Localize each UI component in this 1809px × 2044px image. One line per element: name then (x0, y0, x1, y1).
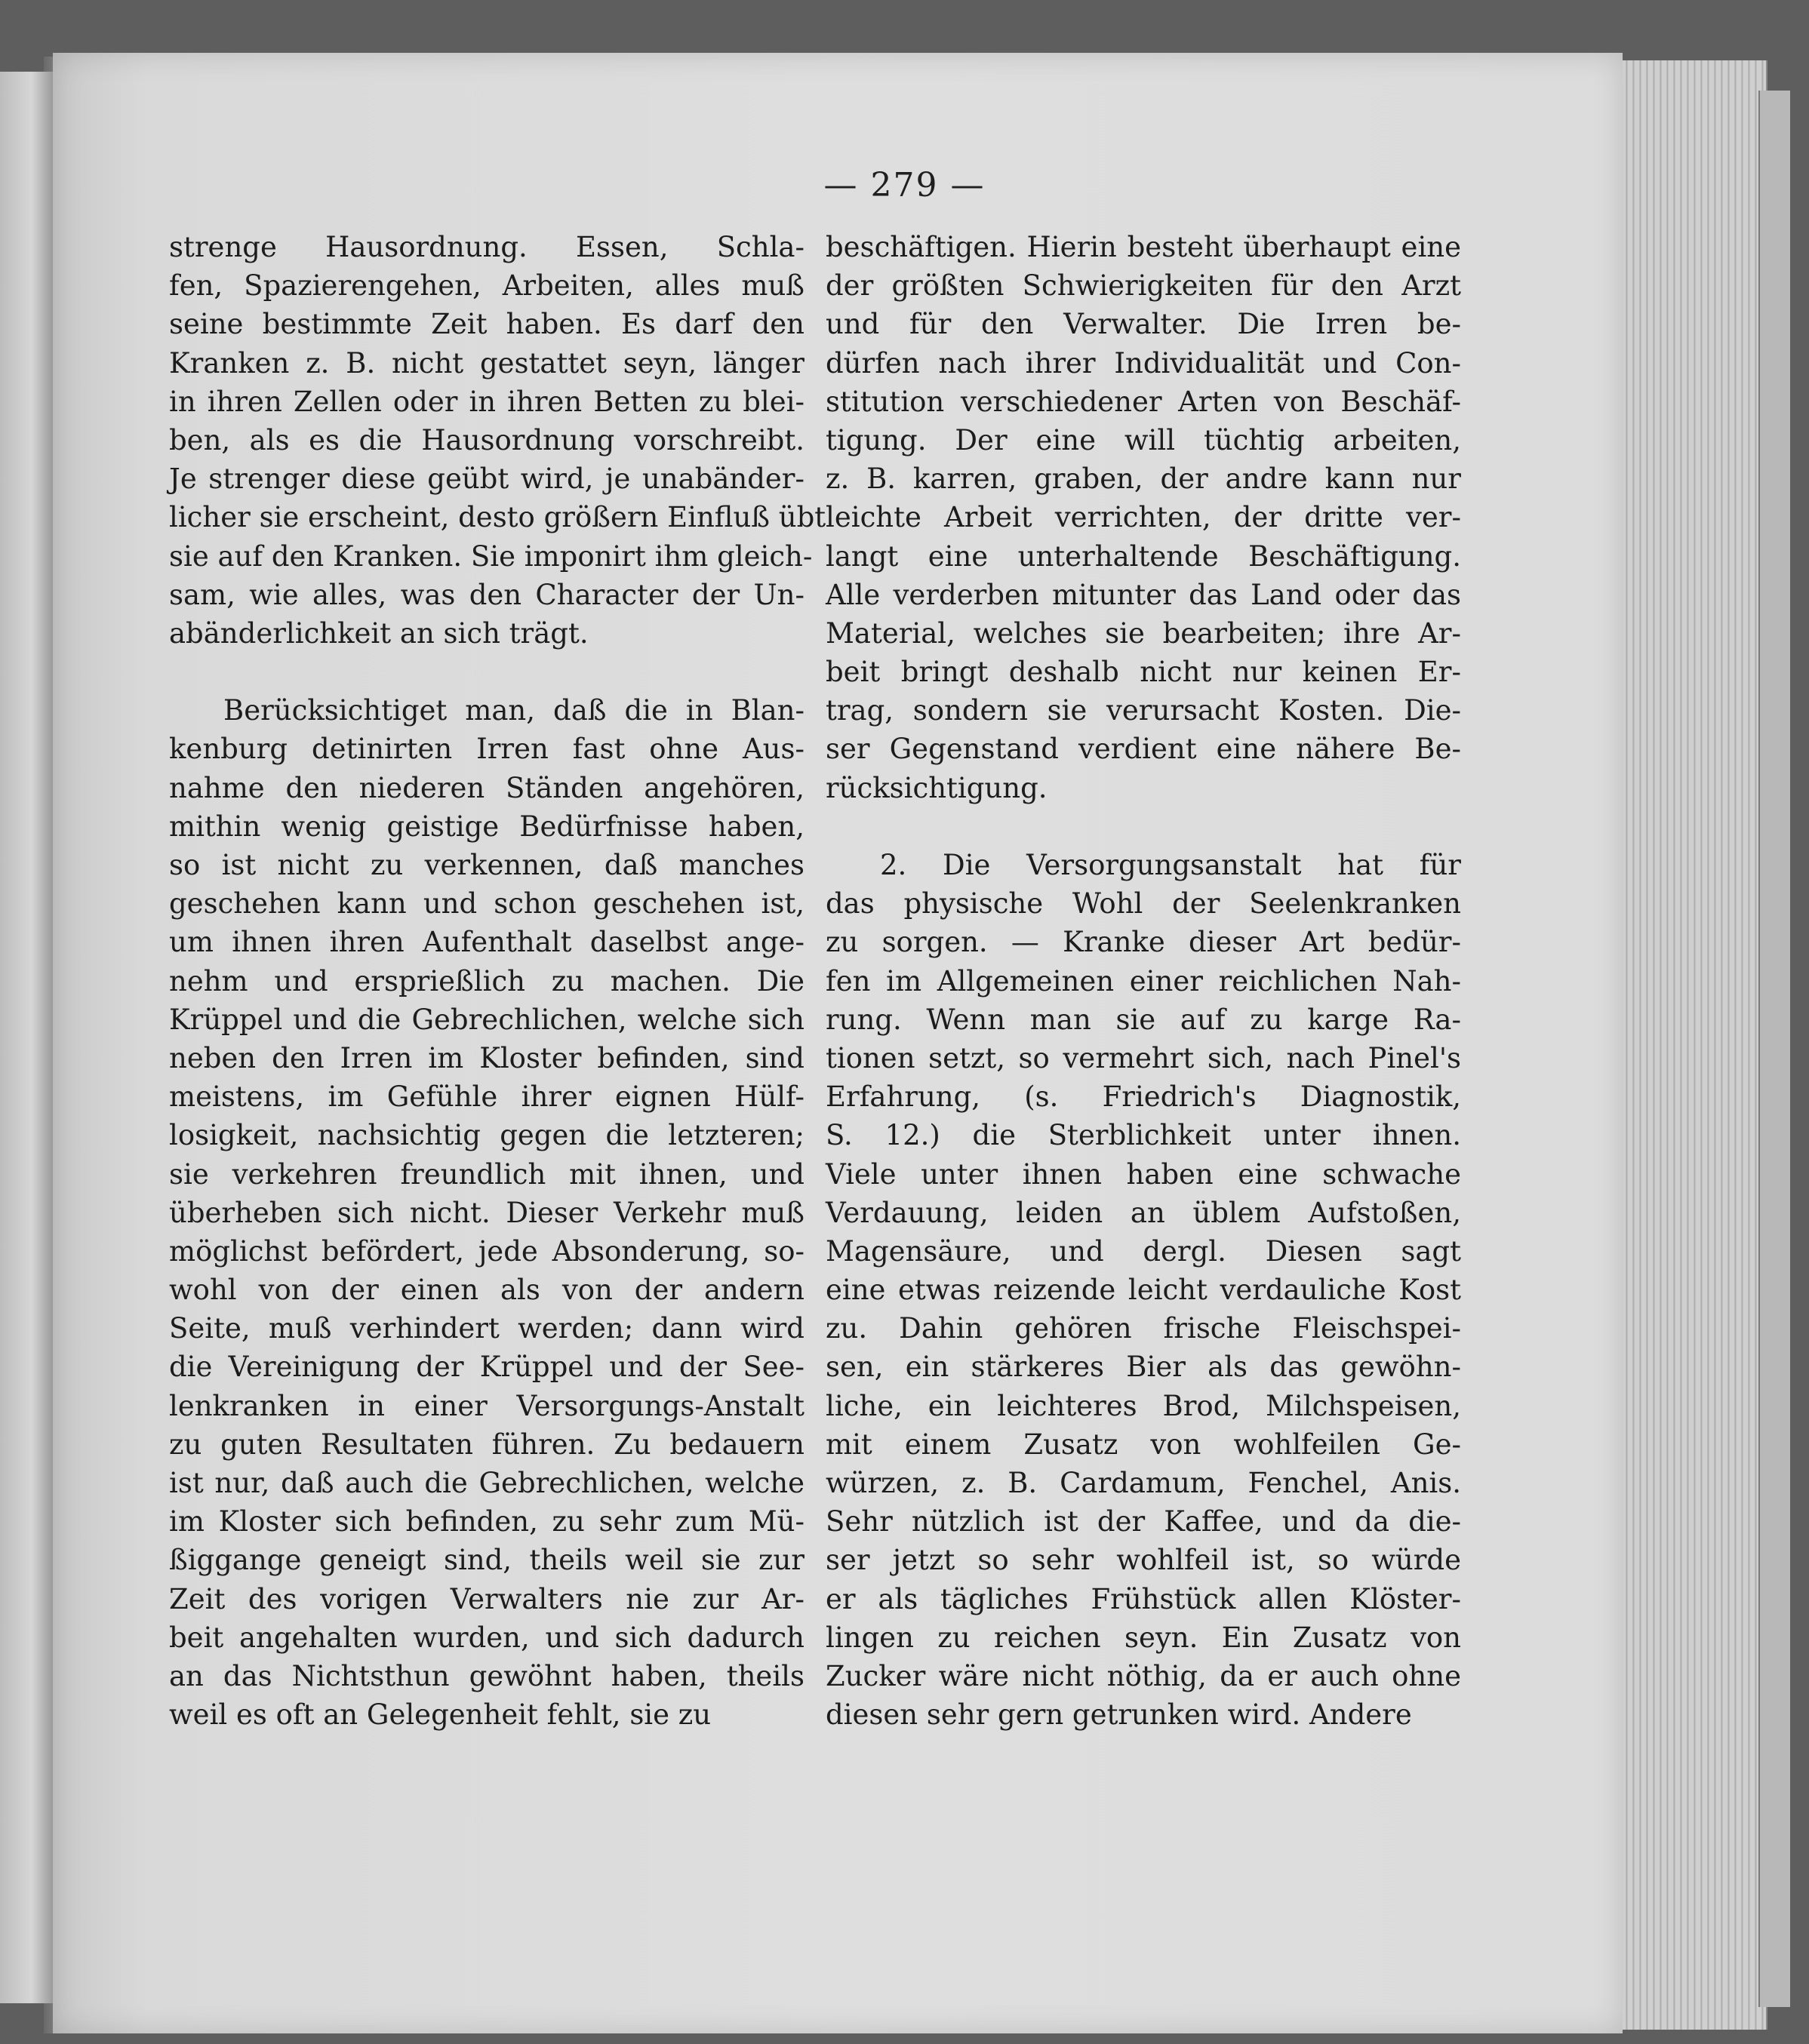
text-line: in ihren Zellen oder in ihren Betten zu blei- (169, 385, 805, 418)
text-line: Material, welches sie bearbeiten; ihre Ar- (826, 616, 1461, 650)
text-line: dürfen nach ihrer Individualität und Con- (826, 346, 1461, 380)
text-line: beschäftigen. Hierin besteht überhaupt eine (826, 231, 1461, 263)
text-line: tionen setzt, so vermehrt sich, nach Pinel's (826, 1041, 1461, 1074)
text-line: sam, wie alles, was den Character der Un- (169, 578, 805, 611)
text-line: Zeit des vorigen Verwalters nie zur Ar- (169, 1582, 805, 1615)
text-line: nahme den niederen Ständen angehören, (169, 771, 805, 804)
text-line: im Kloster sich befinden, zu sehr zum Mü- (169, 1505, 805, 1538)
text-line: beit angehalten wurden, und sich dadurch (169, 1621, 805, 1654)
text-line: strenge Hausordnung. Essen, Schla- (169, 231, 805, 263)
text-line: ser jetzt so sehr wohlfeil ist, so würde (826, 1544, 1461, 1577)
text-line: 2. Die Versorgungsanstalt hat für (880, 849, 1461, 881)
text-line: langt eine unterhaltende Beschäftigung. (826, 539, 1461, 573)
text-line: der größten Schwierigkeiten für den Arzt (826, 269, 1461, 303)
text-line: sen, ein stärkeres Bier als das gewöhn- (826, 1351, 1461, 1384)
text-line: fen, Spazierengehen, Arbeiten, alles muß (169, 269, 805, 303)
text-line: Seite, muß verhindert werden; dann wird (169, 1312, 805, 1345)
text-line: möglichst befördert, jede Absonderung, so- (169, 1234, 805, 1268)
text-line: sie verkehren freundlich mit ihnen, und (169, 1157, 805, 1191)
text-line: würzen, z. B. Cardamum, Fenchel, Anis. (826, 1467, 1461, 1499)
paragraph-break (826, 807, 1461, 846)
text-line: zu sorgen. — Kranke dieser Art bedür- (826, 926, 1461, 959)
text-line: ser Gegenstand verdient eine nähere Be- (826, 733, 1461, 766)
text-line: um ihnen ihren Aufenthalt daselbst ange- (169, 926, 805, 959)
text-line: S. 12.) die Sterblichkeit unter ihnen. (826, 1119, 1461, 1152)
text-line: mithin wenig geistige Bedürfnisse haben, (169, 810, 805, 843)
text-line: Viele unter ihnen haben eine schwache (826, 1157, 1461, 1191)
text-line: Zucker wäre nicht nöthig, da er auch ohne (826, 1659, 1461, 1692)
text-line: sie auf den Kranken. Sie imponirt ihm gleich- (169, 539, 813, 573)
text-line: wohl von der einen als von der andern (169, 1274, 805, 1307)
page-number: — 279 — (823, 166, 986, 204)
text-line: stitution verschiedener Arten von Beschäf- (826, 385, 1461, 418)
text-line: nehm und ersprießlich zu machen. Die (169, 964, 805, 997)
text-line: seine bestimmte Zeit haben. Es darf den (169, 308, 805, 341)
text-line: z. B. karren, graben, der andre kann nur (826, 463, 1461, 496)
text-line: rung. Wenn man sie auf zu karge Ra- (826, 1003, 1461, 1036)
text-line: er als tägliches Frühstück allen Klöster- (826, 1582, 1461, 1615)
text-line: ist nur, daß auch die Gebrechlichen, welche (169, 1467, 805, 1499)
text-line: ben, als es die Hausordnung vorschreibt. (169, 423, 805, 456)
text-line: Alle verderben mitunter das Land oder das (826, 578, 1461, 611)
text-line: neben den Irren im Kloster befinden, sind (169, 1041, 805, 1074)
book-cover-edge (1758, 91, 1790, 2007)
text-line: lingen zu reichen seyn. Ein Zusatz von (826, 1621, 1461, 1654)
text-line: an das Nichtsthun gewöhnt haben, theils (169, 1659, 805, 1692)
text-line: zu guten Resultaten führen. Zu bedauern (169, 1428, 805, 1461)
text-line: die Vereinigung der Krüppel und der See- (169, 1351, 805, 1384)
paragraph-break (169, 653, 805, 691)
text-line: geschehen kann und schon geschehen ist, (169, 887, 805, 921)
text-line: tigung. Der eine will tüchtig arbeiten, (826, 423, 1461, 456)
text-line: das physische Wohl der Seelenkranken (826, 887, 1461, 921)
text-line: und für den Verwalter. Die Irren be- (826, 308, 1461, 341)
text-line: rücksichtigung. (826, 771, 1048, 804)
text-line: Berücksichtiget man, daß die in Blan- (223, 694, 805, 727)
text-line: beit bringt deshalb nicht nur keinen Er- (826, 656, 1461, 689)
text-line: trag, sondern sie verursacht Kosten. Die- (826, 694, 1461, 727)
text-line: diesen sehr gern getrunken wird. Andere (826, 1698, 1412, 1732)
text-line: meistens, im Gefühle ihrer eignen Hülf- (169, 1080, 805, 1114)
text-line: mit einem Zusatz von wohlfeilen Ge- (826, 1428, 1461, 1461)
right-text-column (826, 228, 1461, 1734)
text-line: licher sie erscheint, desto größern Einfluß übt (169, 501, 826, 534)
text-line: abänderlichkeit an sich trägt. (169, 616, 589, 650)
text-line: Krüppel und die Gebrechlichen, welche sich (169, 1003, 805, 1036)
page-edges (1615, 60, 1767, 2030)
text-line: fen im Allgemeinen einer reichlichen Nah- (826, 964, 1461, 997)
text-line: Magensäure, und dergl. Diesen sagt (826, 1234, 1461, 1268)
text-line: Kranken z. B. nicht gestattet seyn, länger (169, 346, 805, 380)
text-line: zu. Dahin gehören frische Fleischspei- (826, 1312, 1461, 1345)
text-line: kenburg detinirten Irren fast ohne Aus- (169, 733, 805, 766)
text-line: liche, ein leichteres Brod, Milchspeisen, (826, 1389, 1461, 1422)
text-line: Sehr nützlich ist der Kaffee, und da die- (826, 1505, 1461, 1538)
text-line: losigkeit, nachsichtig gegen die letzteren; (169, 1119, 805, 1152)
text-line: Erfahrung, (s. Friedrich's Diagnostik, (826, 1080, 1461, 1114)
text-line: Verdauung, leiden an üblem Aufstoßen, (826, 1196, 1461, 1229)
left-text-column (169, 228, 826, 1734)
facing-page-edge (0, 72, 53, 2003)
text-line: leichte Arbeit verrichten, der dritte ver- (826, 501, 1461, 534)
text-line: weil es oft an Gelegenheit fehlt, sie zu (169, 1698, 712, 1732)
text-line: eine etwas reizende leicht verdauliche Kost (826, 1274, 1461, 1307)
text-line: Je strenger diese geübt wird, je unabänder- (169, 463, 805, 496)
text-line: lenkranken in einer Versorgungs-Anstalt (169, 1389, 805, 1422)
text-line: ßiggange geneigt sind, theils weil sie zur (169, 1544, 805, 1577)
text-line: so ist nicht zu verkennen, daß manches (169, 849, 805, 881)
text-line: überheben sich nicht. Dieser Verkehr muß (169, 1196, 805, 1229)
